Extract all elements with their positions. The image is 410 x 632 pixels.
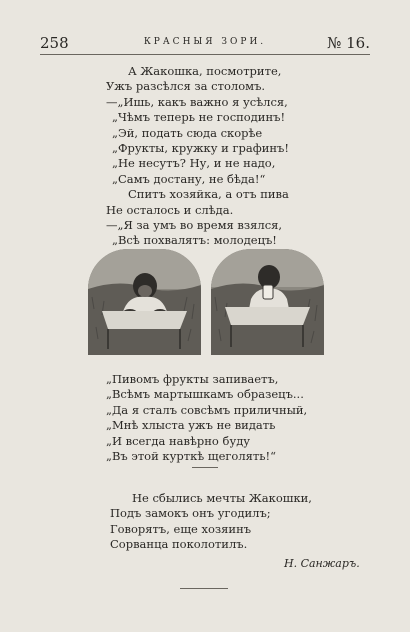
- poem-line: Спитъ хозяйка, а отъ пива: [128, 187, 289, 202]
- monkey-drinking-image: [211, 249, 324, 355]
- poem-stanza-2: [106, 372, 307, 464]
- journal-title: КРАСНЫЯ ЗОРИ.: [143, 37, 267, 47]
- poem-line: Сорванца поколотилъ.: [110, 537, 248, 552]
- header-rule: [40, 54, 370, 55]
- poem-line: „Эй, подать сюда скорѣе: [112, 125, 263, 140]
- monkey-at-table-image: [88, 249, 201, 355]
- poem-line: „Чѣмъ теперь не господинъ!: [112, 110, 286, 125]
- poem-line: „Всѣмъ мартышкамъ образецъ...: [106, 387, 304, 402]
- poem-line: —„Ишь, какъ важно я усѣлся,: [106, 94, 288, 109]
- poem-line: Подъ замокъ онъ угодилъ;: [110, 506, 271, 521]
- poem-line: Ужъ разсѣлся за столомъ.: [106, 79, 266, 94]
- poem-line: „Всѣ похвалятъ: молодецъ!: [112, 233, 277, 248]
- poem-stanza-3: [110, 491, 312, 553]
- section-divider: [192, 467, 218, 468]
- poem-line: „Фрукты, кружку и графинъ!: [112, 141, 289, 156]
- poem-line: „Въ этой курткѣ щеголять!“: [106, 449, 277, 464]
- end-divider: [180, 588, 228, 589]
- page-number: 258: [40, 34, 69, 52]
- poem-line: „Самъ достану, не бѣда!“: [112, 171, 266, 186]
- poem-line: —„Я за умъ во время взялся,: [106, 218, 283, 233]
- poem-line: „И всегда навѣрно буду: [106, 433, 251, 448]
- poem-line: Не осталось и слѣда.: [106, 202, 234, 217]
- poem-line: Не сбылись мечты Жакошки,: [132, 491, 312, 505]
- poem-line: Говорятъ, еще хозяинъ: [110, 521, 252, 536]
- monkey-photo-left: [88, 249, 201, 355]
- poem-line: „Не несутъ? Ну, и не надо,: [112, 156, 276, 171]
- page-header: [40, 34, 370, 54]
- poem-line: „Мнѣ хлыста ужъ не видать: [106, 418, 276, 433]
- poem-line: „Да я сталъ совсѣмъ приличный,: [106, 402, 308, 417]
- poem-line: А Жакошка, посмотрите,: [128, 64, 282, 78]
- poem-stanza-1: [106, 64, 289, 249]
- monkey-photo-right: [211, 249, 324, 355]
- author-signature: Н. Санжаръ.: [284, 557, 360, 570]
- issue-number: № 16.: [327, 34, 370, 52]
- poem-line: „Пивомъ фрукты запиваетъ,: [106, 372, 279, 386]
